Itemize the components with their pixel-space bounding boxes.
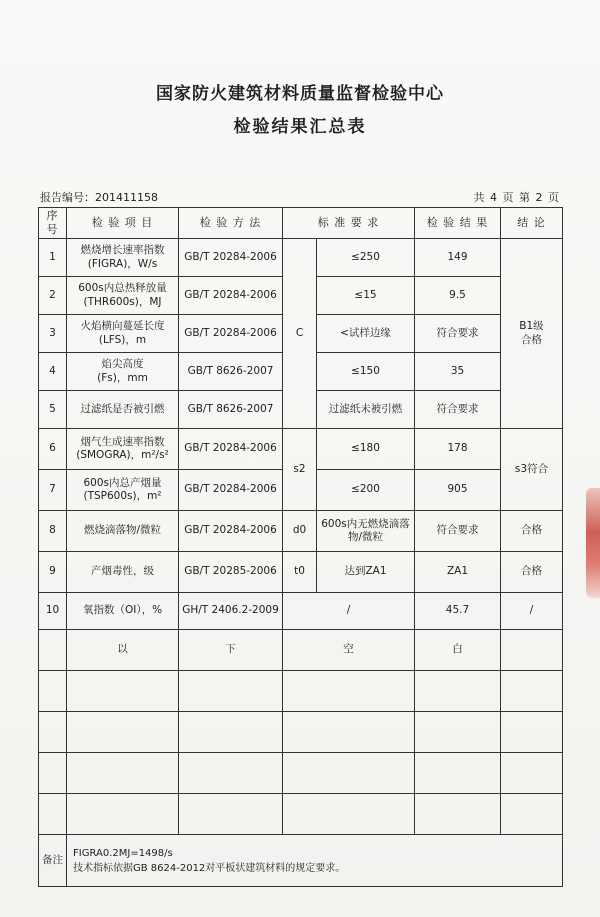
row-requirement: <试样边缘 bbox=[317, 315, 415, 353]
col-header-requirement: 标 准 要 求 bbox=[283, 208, 415, 239]
col-header-conclusion: 结 论 bbox=[501, 208, 563, 239]
empty-row bbox=[39, 671, 563, 712]
row-result: ZA1 bbox=[415, 552, 501, 593]
note-line: 技术指标依据GB 8624-2012对平板状建筑材料的规定要求。 bbox=[73, 862, 346, 874]
row-requirement: ≤250 bbox=[317, 239, 415, 277]
row-result: 9.5 bbox=[415, 277, 501, 315]
page-number: 共 4 页 第 2 页 bbox=[473, 191, 560, 204]
class-code: d0 bbox=[283, 511, 317, 552]
row-no: 1 bbox=[39, 239, 67, 277]
row-item: 600s内总产烟量 (TSP600s)，m² bbox=[67, 470, 179, 511]
row-no: 5 bbox=[39, 391, 67, 429]
row-requirement: ≤15 bbox=[317, 277, 415, 315]
document-title: 国家防火建筑材料质量监督检验中心 bbox=[156, 84, 444, 104]
table-row bbox=[39, 511, 563, 552]
row-requirement: ≤150 bbox=[317, 353, 415, 391]
row-no: 3 bbox=[39, 315, 67, 353]
row-method: GB/T 8626-2007 bbox=[179, 391, 283, 429]
row-result: 符合要求 bbox=[415, 391, 501, 429]
row-item: 氧指数（OI），% bbox=[67, 593, 179, 630]
empty-row bbox=[39, 794, 563, 835]
col-header-method: 检 验 方 法 bbox=[179, 208, 283, 239]
class-code: C bbox=[283, 239, 317, 429]
report-number: 报告编号：201411158 bbox=[40, 191, 158, 204]
results-table bbox=[38, 207, 563, 887]
note-content bbox=[67, 835, 563, 887]
filler-row bbox=[39, 630, 563, 671]
table-row bbox=[39, 593, 563, 630]
row-no: 10 bbox=[39, 593, 67, 630]
row-item: 过滤纸是否被引燃 bbox=[67, 391, 179, 429]
row-result: 符合要求 bbox=[415, 315, 501, 353]
row-no: 4 bbox=[39, 353, 67, 391]
empty-row bbox=[39, 712, 563, 753]
seal-stamp bbox=[586, 488, 600, 598]
note-row bbox=[39, 835, 563, 887]
class-code: s2 bbox=[283, 429, 317, 511]
filler-text: 以 bbox=[67, 630, 179, 671]
row-no: 7 bbox=[39, 470, 67, 511]
document-subtitle: 检验结果汇总表 bbox=[233, 117, 367, 137]
row-method: GB/T 20284-2006 bbox=[179, 511, 283, 552]
row-item: 产烟毒性，级 bbox=[67, 552, 179, 593]
class-code: t0 bbox=[283, 552, 317, 593]
row-no: 9 bbox=[39, 552, 67, 593]
note-line: FIGRA0.2MJ=1498/s bbox=[73, 847, 173, 859]
row-item: 焰尖高度 (Fs)，mm bbox=[67, 353, 179, 391]
row-item: 火焰横向蔓延长度 (LFS)，m bbox=[67, 315, 179, 353]
row-method: GB/T 20284-2006 bbox=[179, 470, 283, 511]
row-item: 600s内总热释放量 (THR600s)，MJ bbox=[67, 277, 179, 315]
row-result: 905 bbox=[415, 470, 501, 511]
col-header-no: 序号 bbox=[39, 208, 67, 239]
row-method: GH/T 2406.2-2009 bbox=[179, 593, 283, 630]
row-item: 燃烧滴落物/微粒 bbox=[67, 511, 179, 552]
row-method: GB/T 20284-2006 bbox=[179, 277, 283, 315]
table-header-row bbox=[39, 208, 563, 239]
row-requirement: 达到ZA1 bbox=[317, 552, 415, 593]
col-header-item: 检 验 项 目 bbox=[67, 208, 179, 239]
row-method: GB/T 20285-2006 bbox=[179, 552, 283, 593]
row-requirement: ≤200 bbox=[317, 470, 415, 511]
row-no: 6 bbox=[39, 429, 67, 470]
table-row bbox=[39, 239, 563, 277]
row-requirement: ≤180 bbox=[317, 429, 415, 470]
row-requirement: / bbox=[283, 593, 415, 630]
row-result: 178 bbox=[415, 429, 501, 470]
row-requirement: 过滤纸未被引燃 bbox=[317, 391, 415, 429]
filler-text: 白 bbox=[415, 630, 501, 671]
empty-row bbox=[39, 753, 563, 794]
row-method: GB/T 20284-2006 bbox=[179, 315, 283, 353]
row-no: 8 bbox=[39, 511, 67, 552]
table-row bbox=[39, 552, 563, 593]
row-conclusion: 合格 bbox=[501, 511, 563, 552]
table-row bbox=[39, 429, 563, 470]
row-conclusion: s3符合 bbox=[501, 429, 563, 511]
row-conclusion: 合格 bbox=[501, 552, 563, 593]
row-item: 燃烧增长速率指数 (FIGRA)，W/s bbox=[67, 239, 179, 277]
row-item: 烟气生成速率指数 (SMOGRA)，m²/s² bbox=[67, 429, 179, 470]
row-method: GB/T 20284-2006 bbox=[179, 239, 283, 277]
col-header-result: 检 验 结 果 bbox=[415, 208, 501, 239]
filler-text: 空 bbox=[283, 630, 415, 671]
row-requirement: 600s内无燃烧滴落物/微粒 bbox=[317, 511, 415, 552]
row-conclusion: / bbox=[501, 593, 563, 630]
note-label: 备注 bbox=[39, 835, 67, 887]
row-result: 149 bbox=[415, 239, 501, 277]
row-no: 2 bbox=[39, 277, 67, 315]
row-conclusion: B1级 合格 bbox=[501, 239, 563, 429]
row-result: 35 bbox=[415, 353, 501, 391]
filler-text: 下 bbox=[179, 630, 283, 671]
row-result: 45.7 bbox=[415, 593, 501, 630]
row-method: GB/T 20284-2006 bbox=[179, 429, 283, 470]
row-method: GB/T 8626-2007 bbox=[179, 353, 283, 391]
row-result: 符合要求 bbox=[415, 511, 501, 552]
